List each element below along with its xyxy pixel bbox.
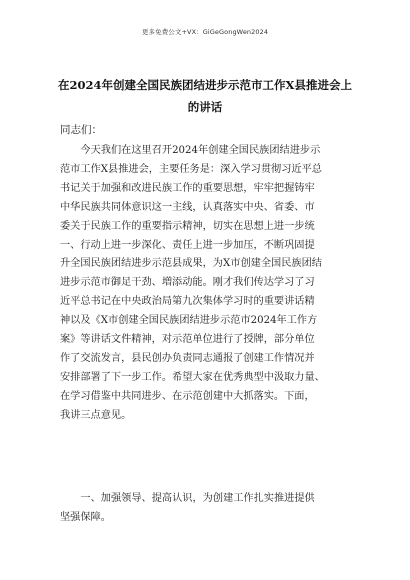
section-heading-1: [60, 489, 354, 527]
paragraph-line: 安排部署了下一步工作。希望大家在优秀典型中汲取力量、: [60, 371, 325, 383]
paragraph-line: 中华民族共同体意识这一主线，认真落实中央、省委、市: [60, 201, 315, 213]
title-line-1: 在2024年创建全国民族团结进步示范市工作X县推进会上: [58, 78, 352, 92]
paragraph-line: 我讲三点意见。: [60, 409, 132, 421]
paragraph-line: 升全国民族团结进步示范县成果，为X市创建全国民族团结: [60, 258, 322, 270]
paragraph-line: 作了交流发言，县民创办负责同志通报了创建工作情况并: [60, 352, 315, 364]
paragraph-line: 在学习借鉴中共同进步、在示范创建中大抓落实。下面，: [60, 390, 315, 402]
paragraph-line: 近平总书记在中央政治局第九次集体学习时的重要讲话精: [60, 296, 315, 308]
header-note: 更多免费公文+VX：GiGeGongWen2024: [141, 28, 269, 36]
document-title: [58, 74, 352, 118]
paragraph-line: 范市工作X县推进会，主要任务是：深入学习贯彻习近平总: [60, 163, 322, 175]
paragraph-line: 进步示范市御足干劲、増添动能。刚才我们传达学习了习: [60, 277, 315, 289]
paragraph-line: 委关于民族工作的重要指示精神，切实在思想上进一步统: [60, 220, 315, 232]
paragraph-line: 今天我们在这里召开2024年创建全国民族团结进步示: [80, 145, 321, 156]
paragraph-line: 神以及《X市创建全国民族团结进步示范市2024年工作方: [60, 315, 318, 327]
section-line: 坚强保障。: [60, 512, 111, 523]
paragraph-line: 书记关于加强和改进民族工作的重要思想，牢牢把握铸牢: [60, 182, 315, 194]
paragraph-line: 案》等讲话文件精神，对示范单位进行了授牌，部分单位: [60, 334, 315, 346]
paragraph-line: 一、行动上进一步深化、责任上进一步加压，不断巩固提: [60, 239, 315, 251]
paragraph-1: [60, 142, 354, 426]
section-line: 一、加强领导、提高认识，为创建工作扎实推进提供: [80, 493, 315, 504]
salutation: 同志们：: [60, 124, 102, 136]
title-line-2: 的讲话: [187, 100, 223, 114]
